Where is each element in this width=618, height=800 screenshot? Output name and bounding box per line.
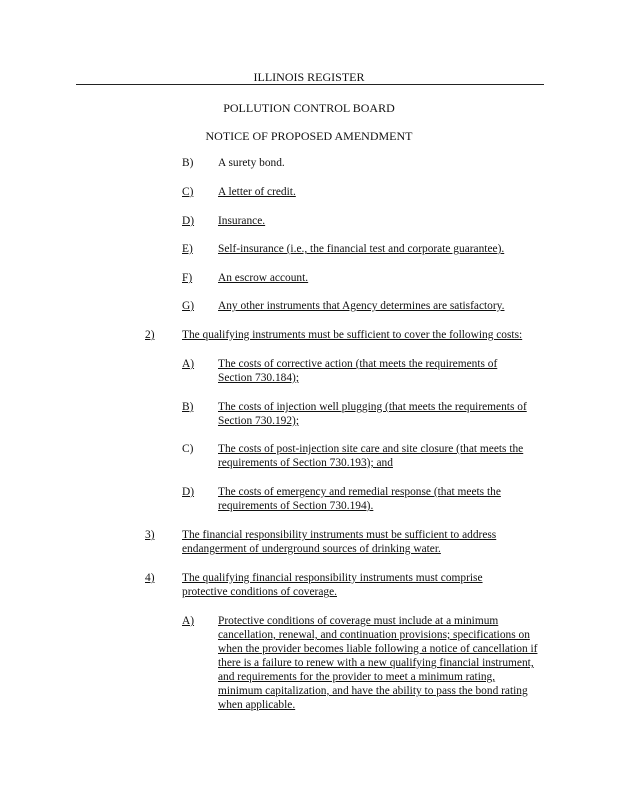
list-item-2d bbox=[182, 485, 524, 513]
list-item-2b bbox=[182, 400, 537, 428]
item-text: An escrow account. bbox=[218, 272, 309, 284]
list-item-2a bbox=[182, 357, 522, 385]
notice-heading: NOTICE OF PROPOSED AMENDMENT bbox=[205, 129, 413, 143]
item-text: Insurance. bbox=[218, 215, 266, 227]
item-text: The costs of injection well plugging (that meets the requirements of Section 730.192); bbox=[218, 401, 527, 427]
item-label: C) bbox=[182, 443, 194, 455]
item-label: C) bbox=[182, 186, 194, 198]
list-item-d bbox=[182, 214, 542, 228]
item-label: F) bbox=[182, 272, 193, 284]
item-text: Any other instruments that Agency determines are satisfactory. bbox=[218, 300, 505, 312]
list-item-4a bbox=[182, 614, 540, 712]
item-label: D) bbox=[182, 486, 195, 498]
item-label: G) bbox=[182, 300, 195, 312]
item-label: D) bbox=[182, 215, 195, 227]
list-item-3 bbox=[145, 528, 530, 556]
item-label: B) bbox=[182, 157, 194, 169]
item-label: A) bbox=[182, 615, 195, 627]
item-label: 4) bbox=[145, 572, 155, 584]
list-item-b bbox=[182, 156, 542, 170]
item-text: The qualifying instruments must be sufficient to cover the following costs: bbox=[182, 329, 523, 341]
list-item-e bbox=[182, 242, 554, 256]
item-text: Protective conditions of coverage must include at a minimum cancellation, renewal, and continuation provisions; specifications on when the provider becomes liable following a notice of cancellation if there is a failure to renew with a new qualifying financial instrument, and requirements for the provider to meet a minimum rating, minimum capitalization, and have the ability to pass the bond rating when applicable. bbox=[218, 615, 538, 711]
item-text: The costs of corrective action (that meets the requirements of Section 730.184); bbox=[218, 358, 498, 384]
item-text: A surety bond. bbox=[218, 157, 285, 169]
list-item-2c bbox=[182, 442, 544, 470]
item-label: A) bbox=[182, 358, 195, 370]
list-item-g bbox=[182, 299, 554, 313]
item-label: 2) bbox=[145, 329, 155, 341]
item-text: The financial responsibility instruments must be sufficient to address endangerment of underground sources of drinking water. bbox=[182, 529, 497, 555]
item-label: E) bbox=[182, 243, 193, 255]
list-item-f bbox=[182, 271, 542, 285]
item-text: A letter of credit. bbox=[218, 186, 296, 198]
item-text: The costs of emergency and remedial response (that meets the requirements of Section 730.194). bbox=[218, 486, 501, 512]
item-label: 3) bbox=[145, 529, 155, 541]
header-rule bbox=[76, 84, 544, 85]
item-text: The costs of post-injection site care and site closure (that meets the requirements of Section 730.193); and bbox=[218, 443, 524, 469]
list-item-4 bbox=[145, 571, 520, 599]
list-item-2 bbox=[145, 328, 555, 342]
list-item-c bbox=[182, 185, 542, 199]
agency-heading: POLLUTION CONTROL BOARD bbox=[223, 101, 395, 115]
item-label: B) bbox=[182, 401, 194, 413]
register-header: ILLINOIS REGISTER bbox=[253, 70, 365, 84]
item-text: Self-insurance (i.e., the financial test and corporate guarantee). bbox=[218, 243, 505, 255]
item-text: The qualifying financial responsibility instruments must comprise protective conditions of coverage. bbox=[182, 572, 483, 598]
